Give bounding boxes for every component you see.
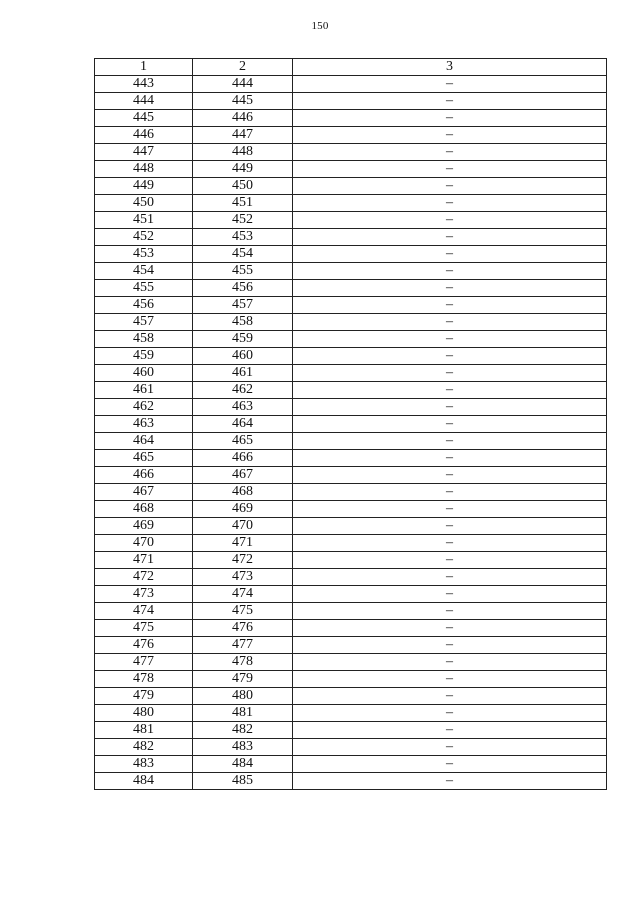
table-row <box>95 178 607 195</box>
table-cell-col-2: 456 <box>193 280 293 297</box>
table-cell-col-2: 463 <box>193 399 293 416</box>
table-cell-col-3: – <box>293 620 607 637</box>
table-cell-col-3: – <box>293 637 607 654</box>
table-cell-col-1: 476 <box>95 637 193 654</box>
table-cell-col-1: 466 <box>95 467 193 484</box>
table-cell-col-3: – <box>293 688 607 705</box>
table-header <box>95 59 607 76</box>
table-cell-col-1: 446 <box>95 127 193 144</box>
table-cell-col-3: – <box>293 195 607 212</box>
table-cell-col-3: – <box>293 569 607 586</box>
table-cell-col-3: – <box>293 416 607 433</box>
table-cell-col-1: 471 <box>95 552 193 569</box>
table-cell-col-2: 455 <box>193 263 293 280</box>
table-cell-col-2: 476 <box>193 620 293 637</box>
table-cell-col-1: 462 <box>95 399 193 416</box>
table-row <box>95 501 607 518</box>
table-cell-col-2: 448 <box>193 144 293 161</box>
table-row <box>95 212 607 229</box>
table-cell-col-2: 467 <box>193 467 293 484</box>
table-row <box>95 195 607 212</box>
table-cell-col-2: 444 <box>193 76 293 93</box>
table-cell-col-2: 468 <box>193 484 293 501</box>
table-cell-col-2: 462 <box>193 382 293 399</box>
table-cell-col-1: 444 <box>95 93 193 110</box>
table-cell-col-1: 475 <box>95 620 193 637</box>
table-cell-col-3: – <box>293 705 607 722</box>
table-row <box>95 773 607 790</box>
table-cell-col-2: 479 <box>193 671 293 688</box>
table-cell-col-1: 464 <box>95 433 193 450</box>
table-cell-col-3: – <box>293 450 607 467</box>
table-cell-col-2: 449 <box>193 161 293 178</box>
table-cell-col-1: 467 <box>95 484 193 501</box>
table-row <box>95 484 607 501</box>
table-cell-col-3: – <box>293 365 607 382</box>
table-row <box>95 739 607 756</box>
table-cell-col-1: 460 <box>95 365 193 382</box>
table-cell-col-3: – <box>293 671 607 688</box>
column-header-2: 2 <box>193 59 293 76</box>
table-cell-col-2: 447 <box>193 127 293 144</box>
table-cell-col-3: – <box>293 433 607 450</box>
table-row <box>95 365 607 382</box>
table-cell-col-1: 472 <box>95 569 193 586</box>
table-cell-col-1: 469 <box>95 518 193 535</box>
data-table <box>94 58 607 790</box>
table-row <box>95 263 607 280</box>
column-header-1: 1 <box>95 59 193 76</box>
table-cell-col-2: 474 <box>193 586 293 603</box>
table-cell-col-1: 448 <box>95 161 193 178</box>
table-cell-col-1: 481 <box>95 722 193 739</box>
table-cell-col-1: 482 <box>95 739 193 756</box>
table-row <box>95 93 607 110</box>
table-row <box>95 756 607 773</box>
table-cell-col-3: – <box>293 552 607 569</box>
table-cell-col-3: – <box>293 178 607 195</box>
table-cell-col-3: – <box>293 280 607 297</box>
table-cell-col-3: – <box>293 212 607 229</box>
table-row <box>95 586 607 603</box>
table-row <box>95 603 607 620</box>
table-row <box>95 229 607 246</box>
table-row <box>95 671 607 688</box>
table-row <box>95 416 607 433</box>
table-cell-col-1: 449 <box>95 178 193 195</box>
table-cell-col-2: 473 <box>193 569 293 586</box>
table-row <box>95 569 607 586</box>
table-cell-col-2: 452 <box>193 212 293 229</box>
table-row <box>95 76 607 93</box>
table-cell-col-2: 472 <box>193 552 293 569</box>
table-cell-col-3: – <box>293 229 607 246</box>
table-cell-col-2: 464 <box>193 416 293 433</box>
table-cell-col-3: – <box>293 501 607 518</box>
table-cell-col-1: 443 <box>95 76 193 93</box>
column-header-3: 3 <box>293 59 607 76</box>
table-cell-col-1: 478 <box>95 671 193 688</box>
table-row <box>95 348 607 365</box>
table-cell-col-3: – <box>293 76 607 93</box>
table-row <box>95 161 607 178</box>
table-cell-col-1: 479 <box>95 688 193 705</box>
table-cell-col-2: 466 <box>193 450 293 467</box>
table-row <box>95 705 607 722</box>
table-cell-col-1: 459 <box>95 348 193 365</box>
table-row <box>95 688 607 705</box>
table-cell-col-2: 461 <box>193 365 293 382</box>
table-cell-col-3: – <box>293 348 607 365</box>
table-cell-col-3: – <box>293 535 607 552</box>
table-cell-col-3: – <box>293 739 607 756</box>
table-cell-col-2: 457 <box>193 297 293 314</box>
table-cell-col-1: 455 <box>95 280 193 297</box>
table-cell-col-1: 468 <box>95 501 193 518</box>
table-cell-col-2: 470 <box>193 518 293 535</box>
table-cell-col-3: – <box>293 722 607 739</box>
table-cell-col-1: 452 <box>95 229 193 246</box>
table-cell-col-3: – <box>293 246 607 263</box>
table-cell-col-1: 453 <box>95 246 193 263</box>
table-row <box>95 280 607 297</box>
table-row <box>95 297 607 314</box>
table-cell-col-1: 477 <box>95 654 193 671</box>
table-cell-col-3: – <box>293 773 607 790</box>
table-cell-col-3: – <box>293 144 607 161</box>
table-cell-col-2: 477 <box>193 637 293 654</box>
table-cell-col-2: 460 <box>193 348 293 365</box>
table-row <box>95 467 607 484</box>
table-cell-col-3: – <box>293 399 607 416</box>
table-cell-col-3: – <box>293 603 607 620</box>
table-cell-col-2: 482 <box>193 722 293 739</box>
table-cell-col-1: 480 <box>95 705 193 722</box>
table-cell-col-1: 447 <box>95 144 193 161</box>
table-cell-col-2: 483 <box>193 739 293 756</box>
table-cell-col-1: 465 <box>95 450 193 467</box>
page-number: 150 <box>311 20 329 32</box>
table-cell-col-2: 480 <box>193 688 293 705</box>
table-cell-col-3: – <box>293 331 607 348</box>
table-row <box>95 620 607 637</box>
table-row <box>95 722 607 739</box>
table-cell-col-2: 481 <box>193 705 293 722</box>
table-cell-col-2: 469 <box>193 501 293 518</box>
table-cell-col-3: – <box>293 110 607 127</box>
table-cell-col-2: 451 <box>193 195 293 212</box>
table-cell-col-1: 474 <box>95 603 193 620</box>
table-cell-col-1: 456 <box>95 297 193 314</box>
table-header-row <box>95 59 607 76</box>
table-row <box>95 535 607 552</box>
table-row <box>95 450 607 467</box>
table-row <box>95 110 607 127</box>
table-cell-col-2: 445 <box>193 93 293 110</box>
table-body <box>95 76 607 790</box>
table-cell-col-3: – <box>293 93 607 110</box>
table-cell-col-2: 454 <box>193 246 293 263</box>
table-cell-col-1: 473 <box>95 586 193 603</box>
table-row <box>95 144 607 161</box>
table-cell-col-1: 483 <box>95 756 193 773</box>
table-cell-col-2: 450 <box>193 178 293 195</box>
table-cell-col-2: 484 <box>193 756 293 773</box>
table-row <box>95 552 607 569</box>
table-cell-col-3: – <box>293 467 607 484</box>
table-cell-col-3: – <box>293 586 607 603</box>
table-cell-col-3: – <box>293 382 607 399</box>
table-cell-col-2: 446 <box>193 110 293 127</box>
table-cell-col-1: 454 <box>95 263 193 280</box>
table-cell-col-2: 465 <box>193 433 293 450</box>
table-cell-col-1: 484 <box>95 773 193 790</box>
table-cell-col-2: 458 <box>193 314 293 331</box>
table-cell-col-1: 445 <box>95 110 193 127</box>
table-cell-col-1: 470 <box>95 535 193 552</box>
table-cell-col-1: 461 <box>95 382 193 399</box>
table-cell-col-3: – <box>293 654 607 671</box>
table-cell-col-3: – <box>293 297 607 314</box>
table-row <box>95 399 607 416</box>
table-cell-col-3: – <box>293 484 607 501</box>
table-cell-col-3: – <box>293 127 607 144</box>
table-row <box>95 314 607 331</box>
table-cell-col-3: – <box>293 263 607 280</box>
table-row <box>95 654 607 671</box>
table-cell-col-2: 453 <box>193 229 293 246</box>
table-cell-col-3: – <box>293 756 607 773</box>
table-cell-col-2: 485 <box>193 773 293 790</box>
table-row <box>95 433 607 450</box>
table-cell-col-1: 458 <box>95 331 193 348</box>
table-cell-col-1: 457 <box>95 314 193 331</box>
table-cell-col-1: 451 <box>95 212 193 229</box>
table-cell-col-3: – <box>293 518 607 535</box>
table-cell-col-2: 478 <box>193 654 293 671</box>
table-cell-col-2: 459 <box>193 331 293 348</box>
table-row <box>95 518 607 535</box>
table-row <box>95 331 607 348</box>
table-row <box>95 382 607 399</box>
table-row <box>95 127 607 144</box>
table-cell-col-1: 450 <box>95 195 193 212</box>
table-cell-col-1: 463 <box>95 416 193 433</box>
table-cell-col-3: – <box>293 161 607 178</box>
table-cell-col-2: 471 <box>193 535 293 552</box>
table-row <box>95 246 607 263</box>
table-row <box>95 637 607 654</box>
table-cell-col-2: 475 <box>193 603 293 620</box>
table-cell-col-3: – <box>293 314 607 331</box>
